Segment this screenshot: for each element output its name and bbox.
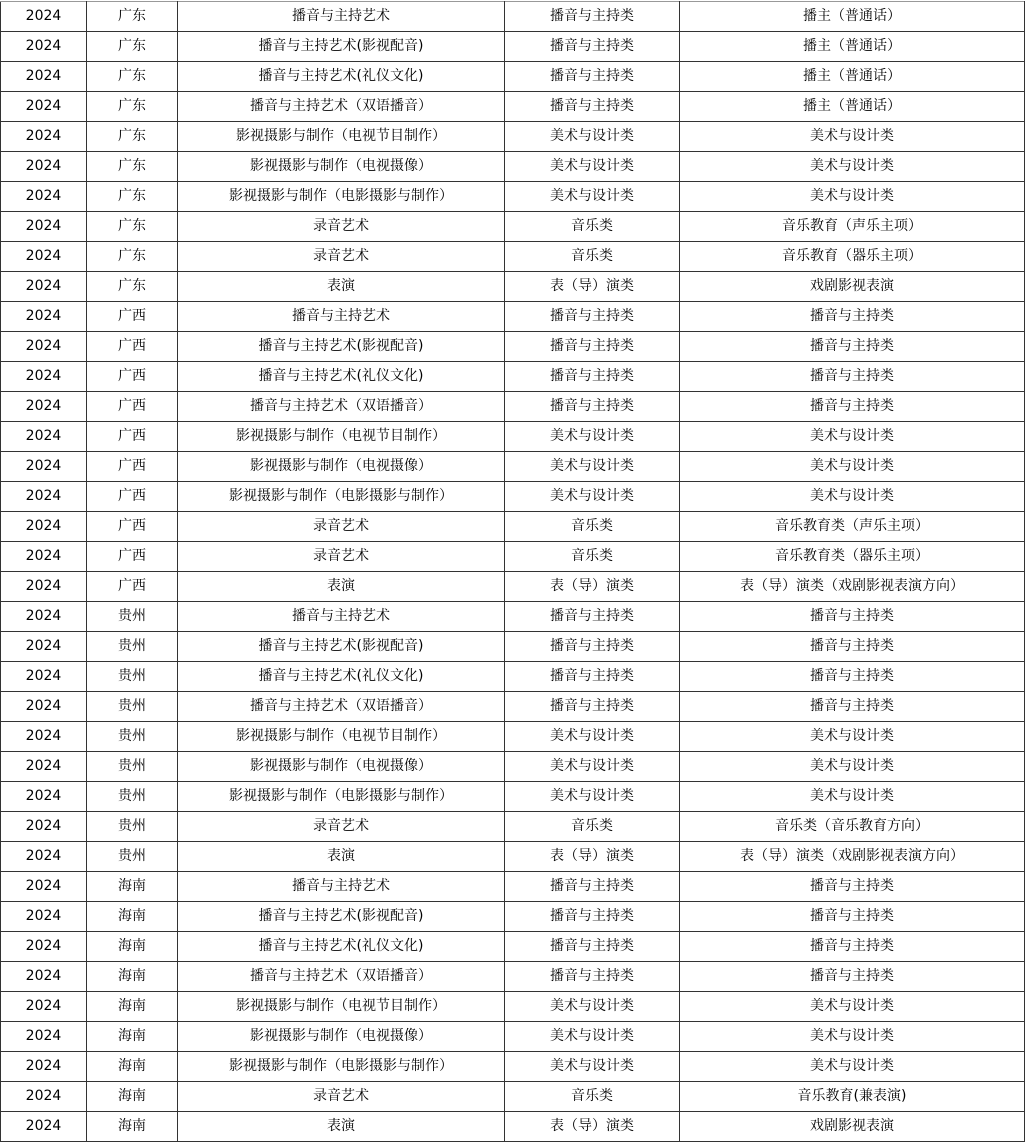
major-cell: 影视摄影与制作（电视摄像）: [178, 152, 505, 182]
exam-category-cell: 播音与主持类: [680, 392, 1025, 422]
exam-category-cell: 播音与主持类: [680, 662, 1025, 692]
major-cell: 播音与主持艺术(礼仪文化): [178, 362, 505, 392]
exam-category-cell: 音乐教育(兼表演): [680, 1082, 1025, 1112]
year-cell: 2024: [1, 1052, 87, 1082]
province-cell: 广东: [87, 212, 178, 242]
major-cell: 播音与主持艺术（双语播音）: [178, 962, 505, 992]
table-row: [1, 602, 1025, 632]
province-cell: 广东: [87, 2, 178, 32]
table-row: [1, 32, 1025, 62]
table-row: [1, 632, 1025, 662]
table-row: [1, 902, 1025, 932]
year-cell: 2024: [1, 962, 87, 992]
year-cell: 2024: [1, 992, 87, 1022]
table-row: [1, 512, 1025, 542]
major-cell: 播音与主持艺术: [178, 602, 505, 632]
province-cell: 贵州: [87, 782, 178, 812]
year-cell: 2024: [1, 182, 87, 212]
major-cell: 录音艺术: [178, 542, 505, 572]
table-row: [1, 662, 1025, 692]
year-cell: 2024: [1, 92, 87, 122]
major-cell: 播音与主持艺术: [178, 302, 505, 332]
province-cell: 海南: [87, 932, 178, 962]
province-cell: 贵州: [87, 722, 178, 752]
major-cell: 表演: [178, 272, 505, 302]
table-row: [1, 752, 1025, 782]
year-cell: 2024: [1, 302, 87, 332]
year-cell: 2024: [1, 1112, 87, 1142]
province-cell: 广西: [87, 332, 178, 362]
exam-category-cell: 播音与主持类: [680, 962, 1025, 992]
exam-category-cell: 播主（普通话）: [680, 32, 1025, 62]
major-cell: 录音艺术: [178, 212, 505, 242]
table-row: [1, 842, 1025, 872]
table-body: [1, 2, 1025, 1142]
year-cell: 2024: [1, 692, 87, 722]
major-cell: 播音与主持艺术(影视配音): [178, 32, 505, 62]
major-cell: 播音与主持艺术(影视配音): [178, 332, 505, 362]
table-row: [1, 272, 1025, 302]
category-cell: 美术与设计类: [505, 722, 680, 752]
category-cell: 美术与设计类: [505, 782, 680, 812]
major-cell: 播音与主持艺术(影视配音): [178, 902, 505, 932]
major-cell: 录音艺术: [178, 812, 505, 842]
major-cell: 播音与主持艺术: [178, 2, 505, 32]
category-cell: 表（导）演类: [505, 842, 680, 872]
category-cell: 音乐类: [505, 812, 680, 842]
exam-category-cell: 播主（普通话）: [680, 92, 1025, 122]
year-cell: 2024: [1, 212, 87, 242]
category-cell: 表（导）演类: [505, 572, 680, 602]
exam-category-cell: 表（导）演类（戏剧影视表演方向）: [680, 572, 1025, 602]
category-cell: 播音与主持类: [505, 692, 680, 722]
year-cell: 2024: [1, 122, 87, 152]
category-cell: 播音与主持类: [505, 662, 680, 692]
major-cell: 影视摄影与制作（电视摄像）: [178, 1022, 505, 1052]
major-cell: 影视摄影与制作（电影摄影与制作）: [178, 482, 505, 512]
year-cell: 2024: [1, 242, 87, 272]
province-cell: 广东: [87, 92, 178, 122]
category-cell: 音乐类: [505, 512, 680, 542]
major-cell: 录音艺术: [178, 512, 505, 542]
exam-category-cell: 播主（普通话）: [680, 2, 1025, 32]
category-cell: 播音与主持类: [505, 932, 680, 962]
category-cell: 播音与主持类: [505, 632, 680, 662]
province-cell: 海南: [87, 962, 178, 992]
exam-category-cell: 表（导）演类（戏剧影视表演方向）: [680, 842, 1025, 872]
exam-category-cell: 美术与设计类: [680, 1052, 1025, 1082]
province-cell: 贵州: [87, 632, 178, 662]
major-cell: 表演: [178, 572, 505, 602]
year-cell: 2024: [1, 62, 87, 92]
table-row: [1, 332, 1025, 362]
table-row: [1, 62, 1025, 92]
table-row: [1, 92, 1025, 122]
year-cell: 2024: [1, 932, 87, 962]
province-cell: 广西: [87, 422, 178, 452]
table-row: [1, 242, 1025, 272]
category-cell: 美术与设计类: [505, 452, 680, 482]
table-row: [1, 932, 1025, 962]
year-cell: 2024: [1, 722, 87, 752]
category-cell: 播音与主持类: [505, 92, 680, 122]
exam-category-cell: 播音与主持类: [680, 872, 1025, 902]
table-row: [1, 782, 1025, 812]
province-cell: 海南: [87, 1022, 178, 1052]
table-row: [1, 212, 1025, 242]
major-cell: 影视摄影与制作（电视摄像）: [178, 752, 505, 782]
category-cell: 美术与设计类: [505, 752, 680, 782]
table-row: [1, 452, 1025, 482]
province-cell: 海南: [87, 992, 178, 1022]
year-cell: 2024: [1, 752, 87, 782]
year-cell: 2024: [1, 392, 87, 422]
major-cell: 影视摄影与制作（电影摄影与制作）: [178, 1052, 505, 1082]
table-row: [1, 362, 1025, 392]
category-cell: 美术与设计类: [505, 482, 680, 512]
major-cell: 影视摄影与制作（电视节目制作）: [178, 722, 505, 752]
major-cell: 播音与主持艺术(礼仪文化): [178, 662, 505, 692]
year-cell: 2024: [1, 782, 87, 812]
major-cell: 影视摄影与制作（电影摄影与制作）: [178, 182, 505, 212]
province-cell: 海南: [87, 872, 178, 902]
category-cell: 美术与设计类: [505, 1052, 680, 1082]
year-cell: 2024: [1, 362, 87, 392]
category-cell: 美术与设计类: [505, 992, 680, 1022]
province-cell: 广西: [87, 482, 178, 512]
exam-category-cell: 美术与设计类: [680, 422, 1025, 452]
category-cell: 音乐类: [505, 542, 680, 572]
exam-category-cell: 美术与设计类: [680, 182, 1025, 212]
year-cell: 2024: [1, 872, 87, 902]
major-cell: 录音艺术: [178, 242, 505, 272]
category-cell: 播音与主持类: [505, 332, 680, 362]
province-cell: 广东: [87, 122, 178, 152]
table-row: [1, 1112, 1025, 1142]
table-row: [1, 992, 1025, 1022]
year-cell: 2024: [1, 812, 87, 842]
table-row: [1, 2, 1025, 32]
year-cell: 2024: [1, 2, 87, 32]
table-row: [1, 1022, 1025, 1052]
major-cell: 播音与主持艺术（双语播音）: [178, 92, 505, 122]
province-cell: 贵州: [87, 812, 178, 842]
category-cell: 美术与设计类: [505, 1022, 680, 1052]
exam-category-cell: 播音与主持类: [680, 602, 1025, 632]
province-cell: 广西: [87, 362, 178, 392]
table-row: [1, 572, 1025, 602]
table-row: [1, 482, 1025, 512]
table-row: [1, 182, 1025, 212]
exam-category-cell: 美术与设计类: [680, 122, 1025, 152]
province-cell: 广东: [87, 182, 178, 212]
category-cell: 音乐类: [505, 242, 680, 272]
province-cell: 广西: [87, 392, 178, 422]
table-row: [1, 692, 1025, 722]
province-cell: 贵州: [87, 692, 178, 722]
major-cell: 播音与主持艺术(礼仪文化): [178, 932, 505, 962]
exam-category-cell: 播音与主持类: [680, 902, 1025, 932]
year-cell: 2024: [1, 602, 87, 632]
category-cell: 播音与主持类: [505, 62, 680, 92]
table-row: [1, 302, 1025, 332]
exam-category-cell: 播音与主持类: [680, 362, 1025, 392]
category-cell: 播音与主持类: [505, 362, 680, 392]
exam-category-cell: 播音与主持类: [680, 692, 1025, 722]
category-cell: 播音与主持类: [505, 392, 680, 422]
province-cell: 贵州: [87, 842, 178, 872]
exam-category-cell: 播音与主持类: [680, 932, 1025, 962]
province-cell: 广西: [87, 512, 178, 542]
year-cell: 2024: [1, 542, 87, 572]
province-cell: 广东: [87, 62, 178, 92]
table-row: [1, 122, 1025, 152]
year-cell: 2024: [1, 452, 87, 482]
category-cell: 播音与主持类: [505, 602, 680, 632]
year-cell: 2024: [1, 572, 87, 602]
year-cell: 2024: [1, 152, 87, 182]
exam-category-cell: 播音与主持类: [680, 632, 1025, 662]
major-cell: 播音与主持艺术(影视配音): [178, 632, 505, 662]
province-cell: 海南: [87, 902, 178, 932]
table-row: [1, 872, 1025, 902]
exam-category-cell: 音乐教育类（声乐主项）: [680, 512, 1025, 542]
exam-category-cell: 音乐教育（器乐主项）: [680, 242, 1025, 272]
province-cell: 贵州: [87, 752, 178, 782]
exam-category-cell: 美术与设计类: [680, 782, 1025, 812]
year-cell: 2024: [1, 662, 87, 692]
province-cell: 广西: [87, 452, 178, 482]
exam-category-cell: 音乐类（音乐教育方向）: [680, 812, 1025, 842]
major-cell: 影视摄影与制作（电影摄影与制作）: [178, 782, 505, 812]
category-cell: 播音与主持类: [505, 872, 680, 902]
exam-category-cell: 播音与主持类: [680, 302, 1025, 332]
year-cell: 2024: [1, 842, 87, 872]
year-cell: 2024: [1, 32, 87, 62]
major-cell: 录音艺术: [178, 1082, 505, 1112]
province-cell: 广东: [87, 272, 178, 302]
major-cell: 影视摄影与制作（电视节目制作）: [178, 992, 505, 1022]
major-cell: 表演: [178, 842, 505, 872]
category-cell: 播音与主持类: [505, 302, 680, 332]
year-cell: 2024: [1, 902, 87, 932]
year-cell: 2024: [1, 1082, 87, 1112]
admissions-table: [0, 1, 1025, 1142]
exam-category-cell: 美术与设计类: [680, 722, 1025, 752]
major-cell: 播音与主持艺术（双语播音）: [178, 392, 505, 422]
category-cell: 播音与主持类: [505, 902, 680, 932]
province-cell: 广东: [87, 32, 178, 62]
province-cell: 广东: [87, 242, 178, 272]
year-cell: 2024: [1, 422, 87, 452]
exam-category-cell: 音乐教育（声乐主项）: [680, 212, 1025, 242]
province-cell: 广西: [87, 302, 178, 332]
year-cell: 2024: [1, 632, 87, 662]
year-cell: 2024: [1, 482, 87, 512]
year-cell: 2024: [1, 272, 87, 302]
major-cell: 影视摄影与制作（电视摄像）: [178, 452, 505, 482]
province-cell: 海南: [87, 1082, 178, 1112]
exam-category-cell: 美术与设计类: [680, 152, 1025, 182]
major-cell: 播音与主持艺术(礼仪文化): [178, 62, 505, 92]
major-cell: 播音与主持艺术（双语播音）: [178, 692, 505, 722]
year-cell: 2024: [1, 512, 87, 542]
table-row: [1, 542, 1025, 572]
year-cell: 2024: [1, 1022, 87, 1052]
major-cell: 表演: [178, 1112, 505, 1142]
category-cell: 表（导）演类: [505, 272, 680, 302]
exam-category-cell: 播主（普通话）: [680, 62, 1025, 92]
category-cell: 音乐类: [505, 212, 680, 242]
category-cell: 美术与设计类: [505, 122, 680, 152]
exam-category-cell: 美术与设计类: [680, 1022, 1025, 1052]
category-cell: 播音与主持类: [505, 962, 680, 992]
province-cell: 海南: [87, 1052, 178, 1082]
table-row: [1, 422, 1025, 452]
table-row: [1, 152, 1025, 182]
table-row: [1, 1052, 1025, 1082]
province-cell: 广西: [87, 572, 178, 602]
category-cell: 美术与设计类: [505, 152, 680, 182]
major-cell: 播音与主持艺术: [178, 872, 505, 902]
table-row: [1, 392, 1025, 422]
province-cell: 广东: [87, 152, 178, 182]
province-cell: 贵州: [87, 602, 178, 632]
category-cell: 表（导）演类: [505, 1112, 680, 1142]
province-cell: 广西: [87, 542, 178, 572]
category-cell: 美术与设计类: [505, 422, 680, 452]
major-cell: 影视摄影与制作（电视节目制作）: [178, 422, 505, 452]
table-row: [1, 1082, 1025, 1112]
exam-category-cell: 美术与设计类: [680, 992, 1025, 1022]
exam-category-cell: 美术与设计类: [680, 452, 1025, 482]
exam-category-cell: 戏剧影视表演: [680, 1112, 1025, 1142]
category-cell: 播音与主持类: [505, 32, 680, 62]
table-row: [1, 812, 1025, 842]
exam-category-cell: 音乐教育类（器乐主项）: [680, 542, 1025, 572]
province-cell: 贵州: [87, 662, 178, 692]
province-cell: 海南: [87, 1112, 178, 1142]
category-cell: 美术与设计类: [505, 182, 680, 212]
category-cell: 音乐类: [505, 1082, 680, 1112]
major-cell: 影视摄影与制作（电视节目制作）: [178, 122, 505, 152]
table-row: [1, 722, 1025, 752]
exam-category-cell: 戏剧影视表演: [680, 272, 1025, 302]
exam-category-cell: 美术与设计类: [680, 482, 1025, 512]
exam-category-cell: 播音与主持类: [680, 332, 1025, 362]
exam-category-cell: 美术与设计类: [680, 752, 1025, 782]
year-cell: 2024: [1, 332, 87, 362]
table-row: [1, 962, 1025, 992]
category-cell: 播音与主持类: [505, 2, 680, 32]
